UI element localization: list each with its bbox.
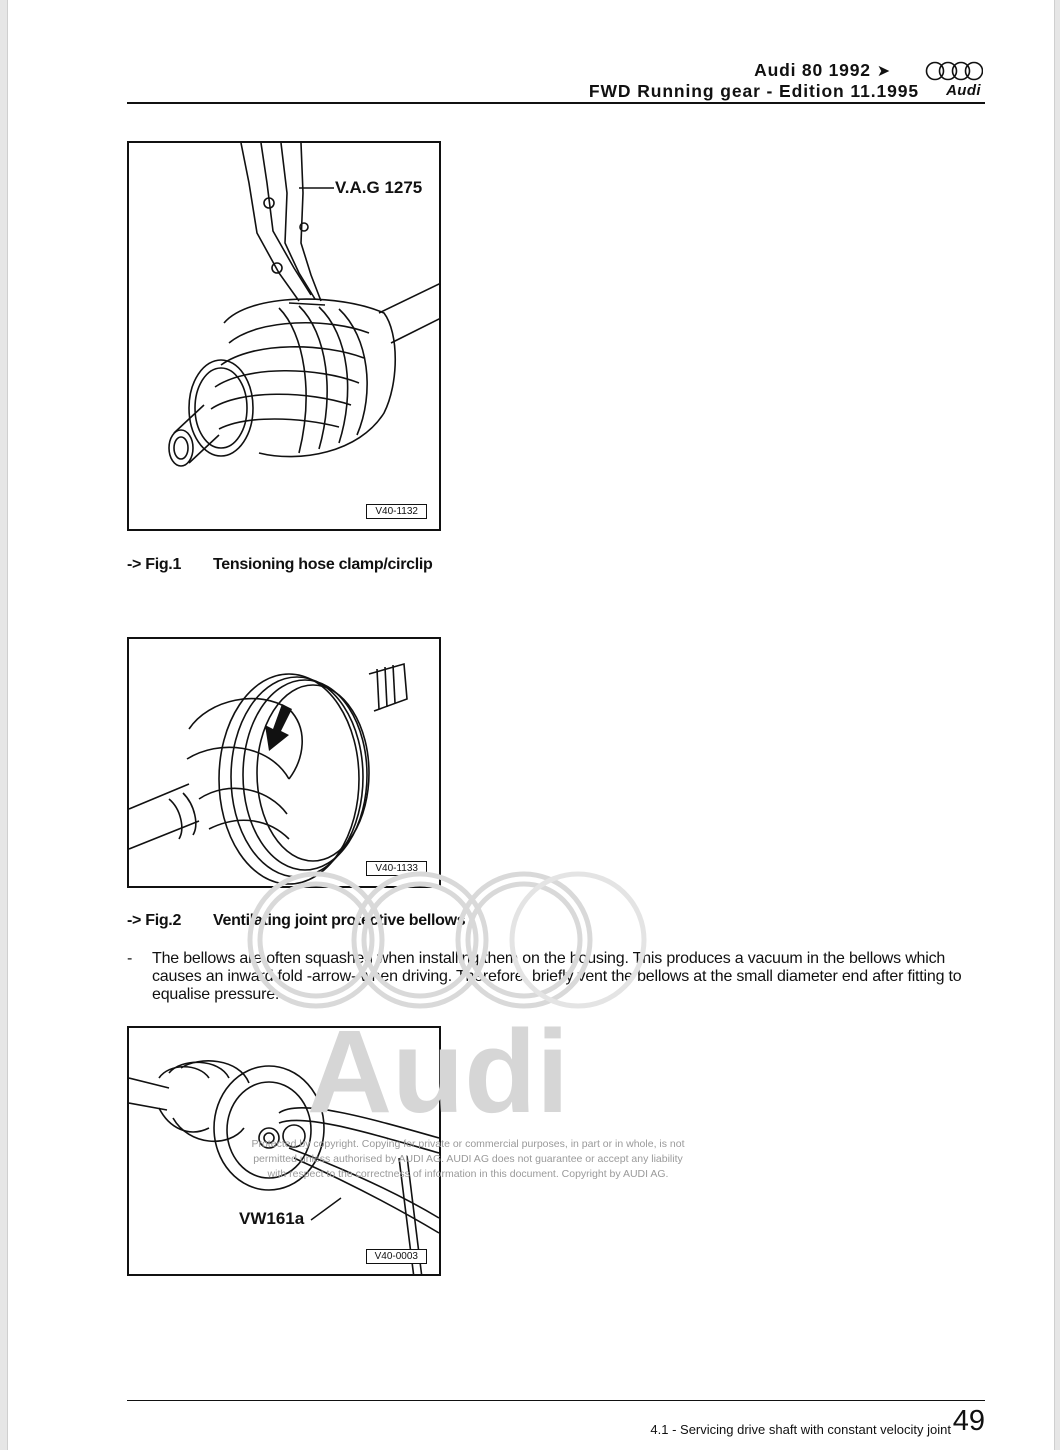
joint-pliers-drawing bbox=[129, 1028, 439, 1274]
page-footer bbox=[127, 1400, 985, 1441]
figure-2-caption bbox=[127, 912, 465, 930]
figure-1-caption-label: -> Fig.1 bbox=[127, 556, 182, 573]
figure-3-code: V40-0003 bbox=[366, 1249, 427, 1264]
figure-1-illustration bbox=[127, 141, 441, 531]
header-edition: FWD Running gear - Edition 11.1995 bbox=[588, 81, 919, 101]
audi-rings-logo-icon bbox=[925, 60, 983, 82]
bellows-venting-drawing bbox=[129, 639, 439, 886]
instruction-text: The bellows are often squashed when installing them on the housing. This produces a vacuum in the bellows which causes an inward fold -arrow- when driving. Therefore, briefly vent the bellows at the small diameter end after fitting to equalise pressure. bbox=[152, 950, 962, 1003]
audi-watermark-wordmark: Audi bbox=[306, 1006, 570, 1122]
manual-page bbox=[7, 0, 1055, 1450]
figure-1-code: V40-1132 bbox=[366, 504, 427, 519]
figure-1-caption bbox=[127, 556, 433, 574]
figure-1-caption-text: Tensioning hose clamp/circlip bbox=[213, 556, 433, 573]
figure-2-caption-text: Ventilating joint protective bellows bbox=[213, 912, 466, 929]
arrow-right-icon: ➤ bbox=[876, 63, 891, 80]
audi-wordmark: Audi bbox=[946, 82, 981, 99]
figure-2-code: V40-1133 bbox=[366, 861, 427, 876]
header-model: Audi 80 1992 ➤ bbox=[754, 60, 891, 80]
tool-callout-vw161a: VW161a bbox=[239, 1209, 305, 1228]
tool-callout-vag1275: V.A.G 1275 bbox=[335, 178, 423, 197]
drive-shaft-clamp-drawing bbox=[129, 143, 439, 529]
page-number: 49 bbox=[952, 1405, 985, 1437]
copyright-watermark: Protected by copyright. Copying for private or commercial purposes, in part or in whole, is not permitted unless authorised by AUDI AG. AUDI AG does not guarantee or accept any liability with respect to the correctness of information in this document. Copyright by AUDI AG. bbox=[251, 1138, 685, 1180]
figure-3-illustration bbox=[127, 1026, 441, 1276]
page-header bbox=[127, 58, 985, 104]
instruction-bullet bbox=[127, 950, 985, 1004]
footer-section-title: 4.1 - Servicing drive shaft with constant velocity joint bbox=[650, 1422, 951, 1437]
figure-2-caption-label: -> Fig.2 bbox=[127, 912, 182, 929]
figure-2-illustration bbox=[127, 637, 441, 888]
bullet-dash: - bbox=[127, 950, 133, 967]
